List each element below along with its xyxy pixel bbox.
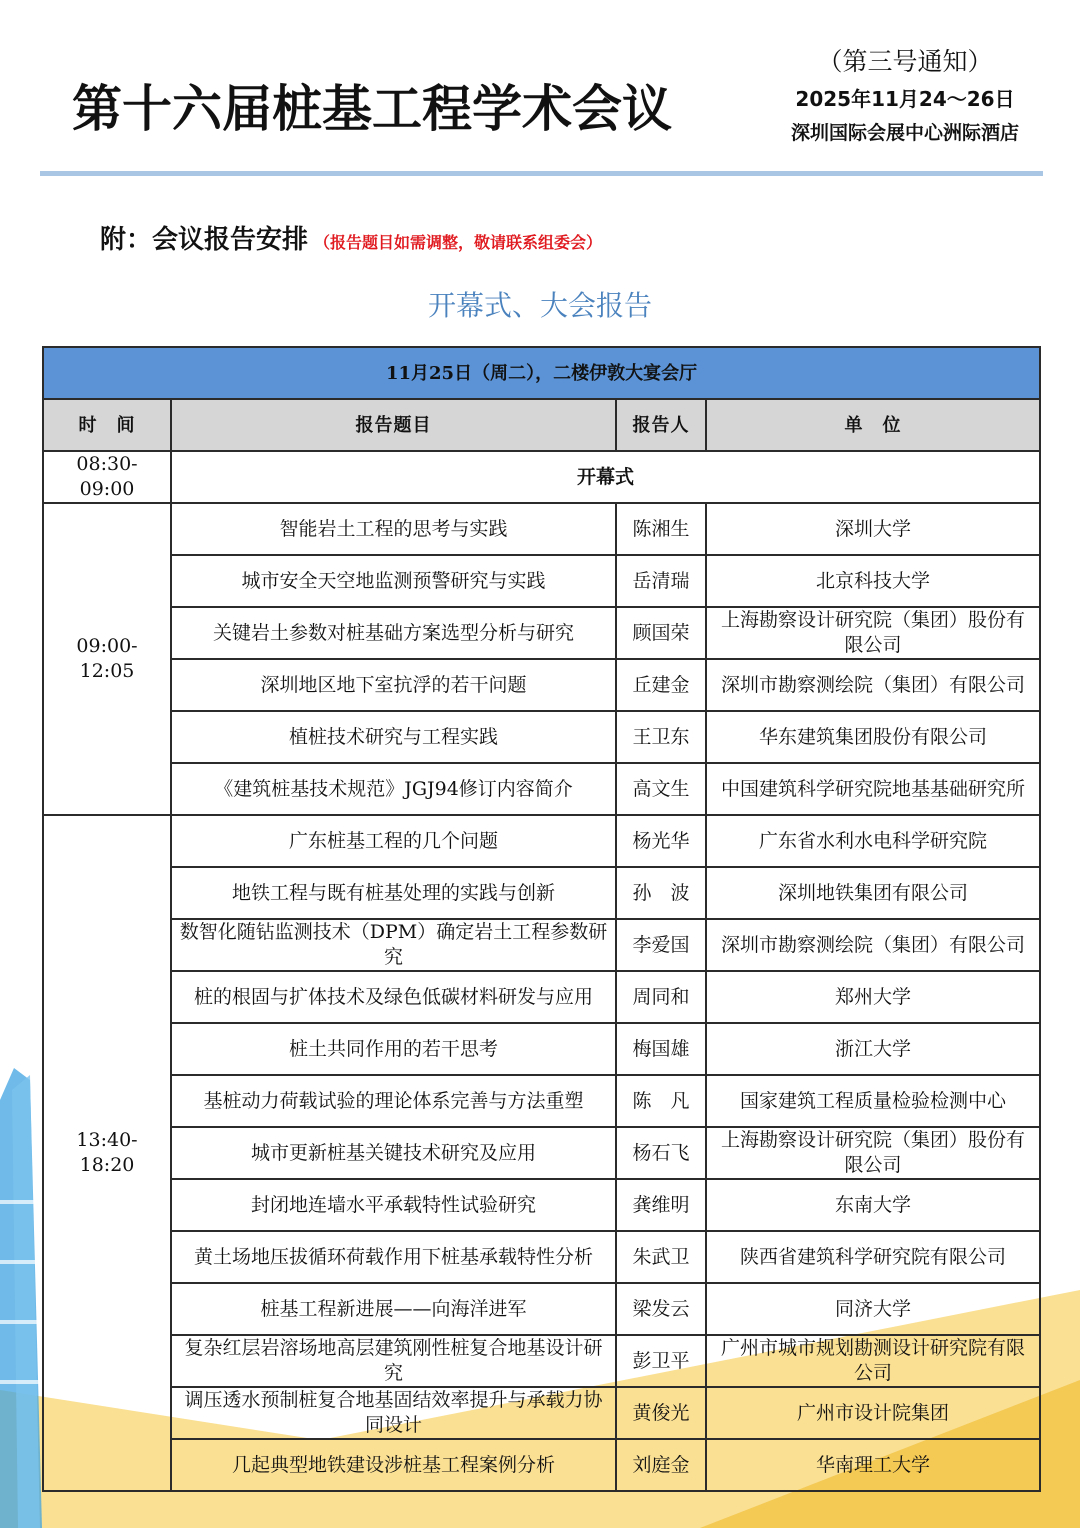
speaker-unit: 中国建筑科学研究院地基基础研究所: [706, 763, 1040, 815]
talk-title: 植桩技术研究与工程实践: [171, 711, 616, 763]
morning-time: 09:00-12:05: [43, 503, 171, 815]
opening-label: 开幕式: [171, 451, 1040, 503]
table-row: [43, 555, 1040, 607]
conference-venue: 深圳国际会展中心洲际酒店: [790, 122, 1019, 144]
appendix-title: 附：会议报告安排: [100, 225, 309, 255]
conference-title: 第十六届桩基工程学术会议: [72, 80, 672, 138]
talk-title: 几起典型地铁建设涉桩基工程案例分析: [171, 1439, 616, 1491]
day-header-row: [43, 347, 1040, 399]
speaker-name: 高文生: [616, 763, 706, 815]
talk-title: 地铁工程与既有桩基处理的实践与创新: [171, 867, 616, 919]
talk-title: 深圳地区地下室抗浮的若干问题: [171, 659, 616, 711]
speaker-name: 龚维明: [616, 1179, 706, 1231]
appendix-heading: [100, 220, 602, 260]
speaker-name: 梅国雄: [616, 1023, 706, 1075]
speaker-name: 彭卫平: [616, 1335, 706, 1387]
table-row: [43, 1231, 1040, 1283]
talk-title: 桩基工程新进展——向海洋进军: [171, 1283, 616, 1335]
speaker-name: 李爱国: [616, 919, 706, 971]
speaker-name: 杨石飞: [616, 1127, 706, 1179]
speaker-unit: 国家建筑工程质量检验检测中心: [706, 1075, 1040, 1127]
table-row: [43, 659, 1040, 711]
talk-title: 复杂红层岩溶场地高层建筑刚性桩复合地基设计研究: [171, 1335, 616, 1387]
header-info: [760, 42, 1050, 150]
conference-date: 2025年11月24～26日: [795, 87, 1015, 111]
speaker-name: 陈 凡: [616, 1075, 706, 1127]
speaker-unit: 广州市设计院集团: [706, 1387, 1040, 1439]
speaker-name: 梁发云: [616, 1283, 706, 1335]
section-title: 开幕式、大会报告: [427, 289, 652, 322]
talk-title: 数智化随钻监测技术（DPM）确定岩土工程参数研究: [171, 919, 616, 971]
table-row: [43, 607, 1040, 659]
column-header-title: 报告题目: [171, 399, 616, 451]
speaker-name: 丘建金: [616, 659, 706, 711]
speaker-name: 王卫东: [616, 711, 706, 763]
table-row: [43, 1439, 1040, 1491]
speaker-unit: 郑州大学: [706, 971, 1040, 1023]
speaker-unit: 上海勘察设计研究院（集团）股份有限公司: [706, 1127, 1040, 1179]
table-row: [43, 763, 1040, 815]
afternoon-time: 13:40-18:20: [43, 815, 171, 1491]
table-row: [43, 1075, 1040, 1127]
column-header-unit: 单 位: [706, 399, 1040, 451]
table-row: [43, 1387, 1040, 1439]
table-row: [43, 867, 1040, 919]
opening-time: 08:30-09:00: [43, 451, 171, 503]
speaker-name: 黄俊光: [616, 1387, 706, 1439]
table-row: [43, 971, 1040, 1023]
speaker-unit: 上海勘察设计研究院（集团）股份有限公司: [706, 607, 1040, 659]
speaker-name: 岳清瑞: [616, 555, 706, 607]
talk-title: 桩的根固与扩体技术及绿色低碳材料研发与应用: [171, 971, 616, 1023]
talk-title: 关键岩土参数对桩基础方案选型分析与研究: [171, 607, 616, 659]
opening-row: [43, 451, 1040, 503]
talk-title: 封闭地连墙水平承载特性试验研究: [171, 1179, 616, 1231]
speaker-unit: 北京科技大学: [706, 555, 1040, 607]
speaker-name: 陈湘生: [616, 503, 706, 555]
talk-title: 调压透水预制桩复合地基固结效率提升与承载力协同设计: [171, 1387, 616, 1439]
talk-title: 城市安全天空地监测预警研究与实践: [171, 555, 616, 607]
speaker-unit: 浙江大学: [706, 1023, 1040, 1075]
speaker-name: 杨光华: [616, 815, 706, 867]
column-header-row: [43, 399, 1040, 451]
speaker-name: 孙 波: [616, 867, 706, 919]
talk-title: 黄土场地压拔循环荷载作用下桩基承载特性分析: [171, 1231, 616, 1283]
column-header-time: 时 间: [43, 399, 171, 451]
table-row: [43, 919, 1040, 971]
talk-title: 《建筑桩基技术规范》JGJ94修订内容简介: [171, 763, 616, 815]
table-row: [43, 1283, 1040, 1335]
table-row: [43, 1127, 1040, 1179]
speaker-unit: 陕西省建筑科学研究院有限公司: [706, 1231, 1040, 1283]
header-divider: [40, 171, 1043, 176]
schedule-table: [42, 346, 1041, 1492]
speaker-name: 顾国荣: [616, 607, 706, 659]
speaker-name: 周同和: [616, 971, 706, 1023]
talk-title: 桩土共同作用的若干思考: [171, 1023, 616, 1075]
speaker-unit: 深圳市勘察测绘院（集团）有限公司: [706, 919, 1040, 971]
speaker-unit: 广州市城市规划勘测设计研究院有限公司: [706, 1335, 1040, 1387]
talk-title: 基桩动力荷载试验的理论体系完善与方法重塑: [171, 1075, 616, 1127]
table-row: [43, 1335, 1040, 1387]
column-header-speaker: 报告人: [616, 399, 706, 451]
speaker-name: 刘庭金: [616, 1439, 706, 1491]
speaker-unit: 同济大学: [706, 1283, 1040, 1335]
table-row: [43, 1179, 1040, 1231]
day-header: 11月25日（周二），二楼伊敦大宴会厅: [43, 347, 1040, 399]
speaker-name: 朱武卫: [616, 1231, 706, 1283]
notice-label: （第三号通知）: [817, 47, 993, 76]
table-row: [43, 1023, 1040, 1075]
speaker-unit: 深圳市勘察测绘院（集团）有限公司: [706, 659, 1040, 711]
appendix-note: （报告题目如需调整，敬请联系组委会）: [314, 233, 603, 252]
speaker-unit: 深圳地铁集团有限公司: [706, 867, 1040, 919]
talk-title: 城市更新桩基关键技术研究及应用: [171, 1127, 616, 1179]
speaker-unit: 广东省水利水电科学研究院: [706, 815, 1040, 867]
speaker-unit: 华东建筑集团股份有限公司: [706, 711, 1040, 763]
table-row: [43, 711, 1040, 763]
speaker-unit: 东南大学: [706, 1179, 1040, 1231]
speaker-unit: 华南理工大学: [706, 1439, 1040, 1491]
table-row: [43, 815, 1040, 867]
talk-title: 广东桩基工程的几个问题: [171, 815, 616, 867]
table-row: [43, 503, 1040, 555]
talk-title: 智能岩土工程的思考与实践: [171, 503, 616, 555]
speaker-unit: 深圳大学: [706, 503, 1040, 555]
